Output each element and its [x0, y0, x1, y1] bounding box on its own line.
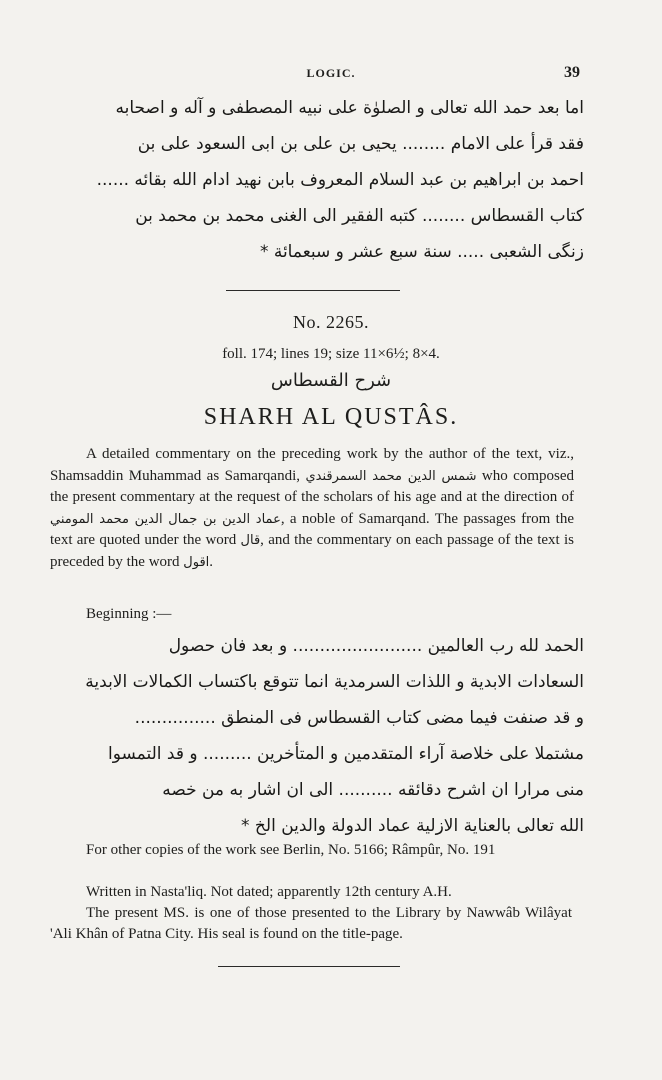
description-paragraph — [50, 444, 574, 573]
script-date-note: Written in Nasta'liq. Not dated; apparently 12th century A.H. — [86, 884, 452, 900]
roman-title: SHARH AL QUSTÂS. — [203, 404, 459, 430]
colophon-line: زنگى الشعبى ..... سنة سبع عشر و سبعمائة * — [259, 242, 584, 262]
section-divider — [218, 966, 400, 967]
section-divider — [226, 290, 400, 291]
description-text: , a noble of Samarqand. The passages from the text are quoted under the word — [50, 510, 574, 548]
description-text: . — [209, 553, 214, 570]
colophon-line: اما بعد حمد الله تعالى و الصلوٰة على نبيه المصطفى و آله و اصحابه — [115, 98, 584, 118]
arabic-inline-name: عماد الدين بن جمال الدين محمد المومني — [50, 511, 281, 527]
entry-number: No. 2265. — [293, 312, 369, 332]
beginning-line: السعادات الابدية و اللذات السرمدية انما تتوقع باكتساب الكمالات الابدية — [85, 672, 584, 692]
other-copies-note: For other copies of the work see Berlin, No. 5166; Râmpûr, No. 191 — [86, 842, 496, 858]
beginning-line: و قد صنفت فيما مضى كتاب القسطاس فى المنطق ............... — [134, 708, 584, 728]
beginning-line: منى مرارا ان اشرح دقائقه .......... الى ان اشار به من خصه — [162, 780, 584, 800]
beginning-line: الله تعالى بالعناية الازلية عماد الدولة والدين الخ * — [241, 816, 584, 836]
page-header — [0, 66, 662, 86]
beginning-line: الحمد لله رب العالمين ........................ و بعد فان حصول — [168, 636, 584, 656]
description-text: who composed the present commentary at the request of the scholars of his age and at the direction of — [50, 467, 575, 505]
description-text: , and the commentary on each passage of the text is preceded by the word — [50, 532, 574, 570]
provenance-note: The present MS. is one of those presented to the Library by Nawwâb Wilâyat 'Ali Khân of Patna City. His seal is found on the title-page. — [50, 905, 572, 942]
arabic-inline-name: شمس الدين محمد السمرقندي — [305, 468, 477, 484]
beginning-label: Beginning :— — [86, 606, 172, 622]
colophon-line: احمد بن ابراهيم بن عبد السلام المعروف بابن نهيد ادام الله بقائه ...... — [96, 170, 584, 190]
arabic-inline-word: قال — [240, 533, 261, 548]
colophon-line: فقد قرأ على الامام ........ يحيى بن على بن ابى السعود على بن — [137, 134, 584, 154]
entry-details: foll. 174; lines 19; size 11×6½; 8×4. — [222, 346, 440, 362]
beginning-line: مشتملا على خلاصة آراء المتقدمين و المتأخرين ......... و قد التمسوا — [108, 744, 584, 764]
colophon-block — [52, 90, 584, 270]
arabic-title: شرح القسطاس — [270, 370, 392, 391]
running-head: LOGIC. — [306, 66, 356, 80]
beginning-quote-block — [52, 628, 584, 844]
description-text: A detailed commentary on the preceding work by the author of the text, viz., Shamsaddin Muhammad as Samarqandi, — [50, 446, 574, 484]
arabic-inline-word: اقول — [183, 554, 210, 570]
page-number: 39 — [564, 64, 580, 81]
colophon-line: كتاب القسطاس ........ كتبه الفقير الى الغنى محمد بن محمد بن — [135, 206, 584, 226]
